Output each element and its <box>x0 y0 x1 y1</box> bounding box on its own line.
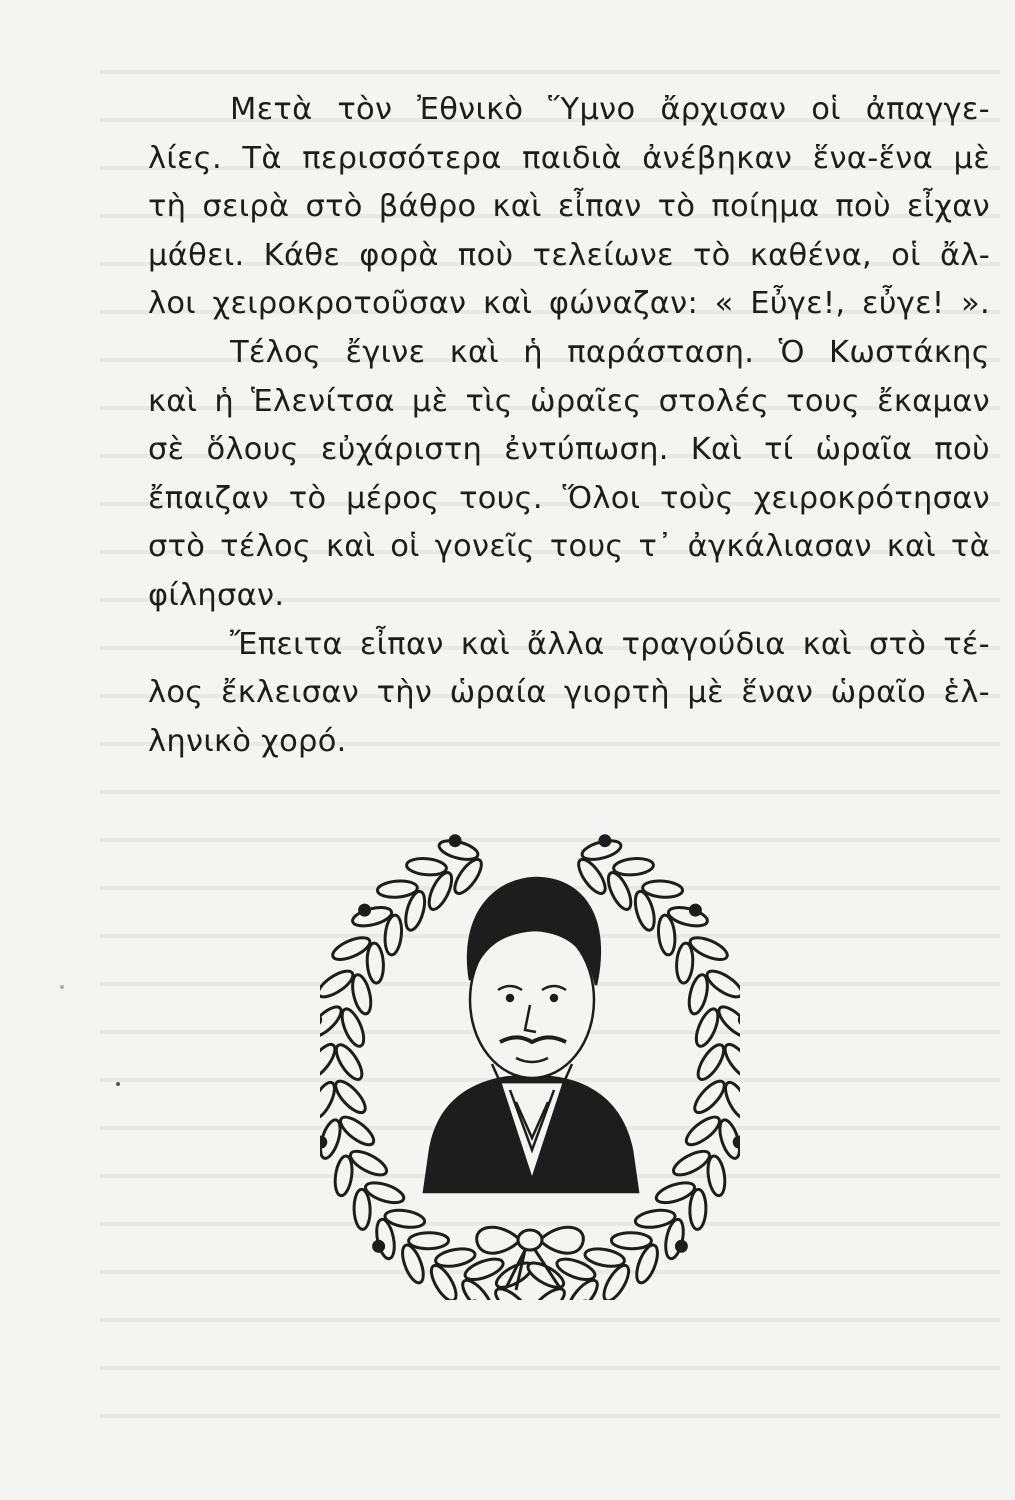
laurel-leaf <box>689 1189 706 1229</box>
laurel-berry <box>320 1015 321 1025</box>
text-line: μάθει. Κάθε φορὰ ποὺ τελείωνε τὸ καθένα, οἱ ἄλ- <box>148 237 990 273</box>
text-line: ληνικὸ χορό. <box>148 723 347 759</box>
text-line: σὲ ὅλους εὐχάριστη ἐντύπωση. Καὶ τί ὡραῖα ποὺ <box>148 432 990 468</box>
text-line: τὴ σειρὰ στὸ βάθρο καὶ εἶπαν τὸ ποίημα ποὺ εἶχαν <box>148 189 990 225</box>
laurel-berry <box>690 905 700 915</box>
text-line: λος ἔκλεισαν τὴν ὡραία γιορτὴ μὲ ἕναν ὡραῖο ἑλ- <box>148 675 990 711</box>
text-line: καὶ ἡ Ἑλενίτσα μὲ τὶς ὡραῖες στολές τους ἔκαμαν <box>148 383 990 419</box>
laurel-wreath-portrait-icon <box>320 820 740 1300</box>
laurel-leaf <box>406 857 447 877</box>
text-line: ἔπαιζαν τὸ μέρος τους. Ὅλοι τοὺς χειροκρότησαν <box>148 480 990 516</box>
laurel-leaf <box>354 1189 371 1229</box>
laurel-berry <box>739 1015 740 1025</box>
laurel-berry <box>734 1137 740 1147</box>
laurel-leaf <box>613 857 654 877</box>
laurel-leaf <box>599 1262 633 1300</box>
laurel-berry <box>320 1137 326 1147</box>
laurel-berry <box>676 1241 686 1251</box>
laurel-leaf <box>706 1155 727 1197</box>
laurel-leaf <box>675 943 694 984</box>
laurel-leaf <box>331 1077 370 1117</box>
text-line: Μετὰ τὸν Ἐθνικὸ Ὕμνο ἄρχισαν οἱ ἀπαγγε- <box>230 92 990 127</box>
laurel-leaf <box>336 1112 377 1149</box>
laurel-berry <box>450 836 460 846</box>
laurel-leaf <box>670 1147 713 1180</box>
print-speck <box>60 985 64 989</box>
laurel-leaf <box>690 1077 729 1117</box>
laurel-leaf <box>574 855 610 897</box>
laurel-leaf <box>450 855 486 897</box>
laurel-berry <box>600 836 610 846</box>
laurel-berry <box>374 1241 384 1251</box>
body-text <box>148 86 990 766</box>
text-line: στὸ τέλος καὶ οἱ γονεῖς τους τ᾽ ἀγκάλιασαν καὶ τὰ <box>148 529 990 565</box>
print-speck <box>116 1082 120 1086</box>
text-line: λοι χειροκροτοῦσαν καὶ φώναζαν: « Εὖγε!, εὖγε! ». <box>148 286 990 322</box>
laurel-leaf <box>682 1112 723 1149</box>
laurel-leaf <box>408 1232 448 1249</box>
text-line: φίλησαν. <box>148 577 285 613</box>
laurel-leaf <box>366 943 385 984</box>
text-line: λίες. Τὰ περισσότερα παιδιὰ ἀνέβηκαν ἕνα-ἕνα μὲ <box>148 140 990 176</box>
text-line: Ἔπειτα εἶπαν καὶ ἄλλα τραγούδια καὶ στὸ τέ- <box>230 626 990 662</box>
text-line: Τέλος ἔγινε καὶ ἡ παράσταση. Ὁ Κωστάκης <box>230 334 990 370</box>
laurel-leaf <box>611 1232 651 1249</box>
laurel-berry <box>360 905 370 915</box>
laurel-leaf <box>427 1262 461 1300</box>
laurel-leaf <box>333 1155 354 1197</box>
laurel-leaf <box>347 1147 390 1180</box>
